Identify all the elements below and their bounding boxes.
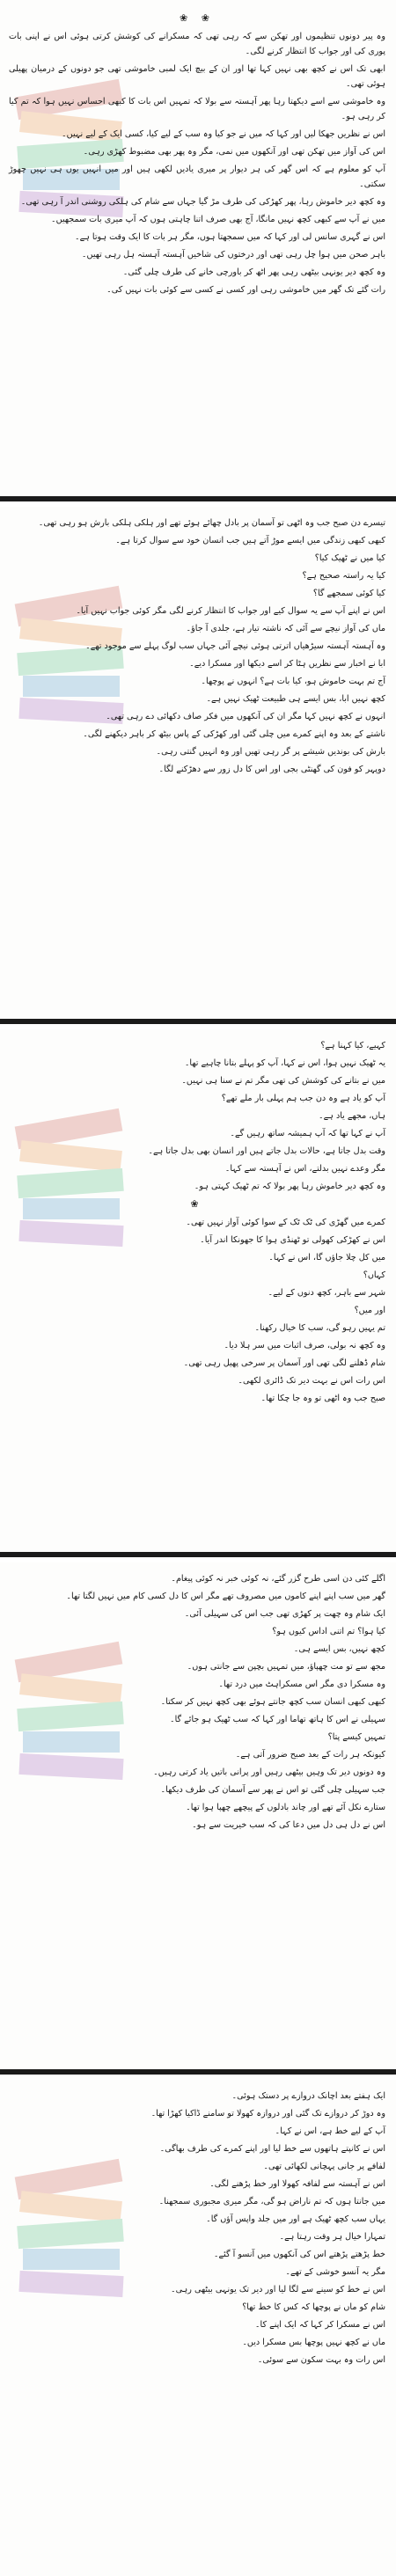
paragraph: کیا ہوا؟ تم اتنی اداس کیوں ہو؟: [272, 1627, 385, 1636]
paragraph: کیونکہ ہر رات کے بعد صبح ضرور آتی ہے۔: [235, 1750, 385, 1760]
paragraph: اس نے گہری سانس لی اور کہا کہ میں سمجھتا ہوں، مگر ہر بات کا ایک وقت ہوتا ہے۔: [75, 232, 385, 242]
paragraph: ایک شام وہ چھت پر کھڑی تھی جب اس کی سہیلی آئی۔: [184, 1609, 385, 1619]
document-page-1: [0, 0, 396, 501]
paragraph: یہاں سب کچھ ٹھیک ہے اور میں جلد واپس آؤں گا۔: [206, 2214, 385, 2224]
page-body-text: [9, 1571, 385, 1835]
paragraph: اس نے مسکرا کر کہا کہ ایک اپنے کا۔: [254, 2320, 385, 2330]
paragraph: وہ دونوں دیر تک وہیں بیٹھی رہیں اور پرانی باتیں یاد کرتی رہیں۔: [153, 1767, 385, 1777]
paragraph: وہ خاموشی سے اسے دیکھتا رہا پھر آہستہ سے بولا کہ تمہیں اس بات کا کبھی احساس نہیں ہوا کہ تم کیا کر رہی ہو۔: [9, 97, 385, 121]
paragraph: وہ آہستہ آہستہ سیڑھیاں اترتی ہوئی نیچے آئی جہاں سب لوگ پہلے سے موجود تھے۔: [85, 641, 385, 651]
paragraph: تمہارا خیال ہر وقت رہتا ہے۔: [279, 2232, 385, 2242]
paragraph: میں جانتا ہوں کہ تم ناراض ہو گی، مگر میری مجبوری سمجھنا۔: [158, 2197, 385, 2206]
paragraph: وہ مسکرا دی مگر اس مسکراہٹ میں درد تھا۔: [218, 1680, 385, 1689]
paragraph: خط پڑھتے پڑھتے اس کی آنکھوں میں آنسو آ گئے۔: [213, 2250, 385, 2259]
paragraph: آپ کو معلوم ہے کہ اس گھر کی ہر دیوار پر میری یادیں لکھی ہیں اور میں انہیں یوں ہی نہیں چھوڑ سکتی۔: [9, 165, 385, 189]
paragraph: کیا یہ راستہ صحیح ہے؟: [302, 571, 385, 581]
paragraph: سہیلی نے اس کا ہاتھ تھاما اور کہا کہ سب ٹھیک ہو جائے گا۔: [170, 1715, 385, 1724]
paragraph: کچھ نہیں ابا، بس ایسے ہی طبیعت ٹھیک نہیں ہے۔: [206, 694, 385, 704]
page-body-text: [9, 1038, 385, 1409]
paragraph: تیسرے دن صبح جب وہ اٹھی تو آسمان پر بادل چھائے ہوئے تھے اور ہلکی ہلکی بارش ہو رہی تھی۔: [38, 518, 385, 528]
paragraph: مجھ سے تو مت چھپاؤ، میں تمہیں بچپن سے جانتی ہوں۔: [187, 1662, 385, 1672]
page-body-text: [9, 516, 385, 779]
paragraph: اور میں؟: [354, 1306, 385, 1315]
document-page-5: [0, 2080, 396, 2576]
paragraph: تم یہیں رہو گی، سب کا خیال رکھنا۔: [254, 1323, 385, 1333]
paragraph: اس نے دل ہی دل میں دعا کی کہ سب خیریت سے ہو۔: [192, 1820, 385, 1830]
paragraph: مگر یہ آنسو خوشی کے تھے۔: [285, 2267, 385, 2277]
paragraph: کیا کوئی سمجھے گا؟: [312, 589, 385, 598]
document-page-3: [0, 1029, 396, 1557]
page-body-text: [9, 2089, 385, 2370]
paragraph: شہر سے باہر، کچھ دنوں کے لیے۔: [268, 1288, 385, 1298]
paragraph: ناشتے کے بعد وہ اپنے کمرے میں چلی گئی اور کھڑکی کے پاس بیٹھ کر باہر دیکھنے لگی۔: [83, 729, 385, 739]
paragraph: اس رات وہ بہت سکون سے سوئی۔: [257, 2355, 385, 2365]
paragraph: میں کل چلا جاؤں گا، اس نے کہا۔: [268, 1253, 385, 1262]
paragraph: رات گئے تک گھر میں خاموشی رہی اور کسی نے کسی سے کوئی بات نہیں کی۔: [106, 285, 385, 295]
paragraph: ماں کی آواز نیچے سے آئی کہ ناشتہ تیار ہے، جلدی آ جاؤ۔: [186, 624, 385, 633]
paragraph: اس رات اس نے بہت دیر تک ڈائری لکھی۔: [238, 1376, 385, 1386]
paragraph: میں نے آپ سے کبھی کچھ نہیں مانگا، آج بھی صرف اتنا چاہتی ہوں کہ آپ میری بات سمجھیں۔: [51, 215, 385, 224]
paragraph: کچھ نہیں، بس ایسے ہی۔: [293, 1644, 385, 1654]
paragraph: وہ کچھ دیر خاموش رہا، پھر کھڑکی کی طرف مڑ گیا جہاں سے شام کی ہلکی روشنی اندر آ رہی تھی۔: [20, 197, 385, 207]
paragraph: ستارے نکل آئے تھے اور چاند بادلوں کے پیچھے چھپا ہوا تھا۔: [186, 1803, 385, 1812]
paragraph: شام کو ماں نے پوچھا کہ کس کا خط تھا؟: [242, 2302, 385, 2312]
paragraph: کمرے میں گھڑی کی ٹک ٹک کے سوا کوئی آواز نہیں تھی۔: [186, 1218, 385, 1227]
paragraph: میں نے بتانے کی کوشش کی تھی مگر تم نے سنا ہی نہیں۔: [181, 1076, 385, 1086]
paragraph: مگر وعدے نہیں بدلتے، اس نے آہستہ سے کہا۔: [224, 1164, 385, 1174]
paragraph: وہ کچھ نہ بولی، صرف اثبات میں سر ہلا دیا۔: [224, 1341, 385, 1350]
paragraph: یہ ٹھیک نہیں ہوا، اس نے کہا، آپ کو پہلے بتانا چاہیے تھا۔: [184, 1058, 385, 1068]
paragraph: آپ نے کہا تھا کہ آپ ہمیشہ ساتھ رہیں گے۔: [230, 1129, 385, 1138]
paragraph: ہاں، مجھے یاد ہے۔: [319, 1111, 385, 1121]
paragraph: اس نے اپنے آپ سے یہ سوال کیے اور جواب کا انتظار کرنے لگی مگر کوئی جواب نہیں آیا۔: [76, 606, 385, 616]
paragraph: اگلے کئی دن اسی طرح گزر گئے، نہ کوئی خبر نہ کوئی پیغام۔: [171, 1574, 385, 1584]
paragraph: اس نے آہستہ سے لفافہ کھولا اور خط پڑھنے لگی۔: [209, 2179, 385, 2189]
paragraph: تمہیں کیسے پتا؟: [327, 1732, 385, 1742]
paragraph: ابھی تک اس نے کچھ بھی نہیں کہا تھا اور ان کے بیچ ایک لمبی خاموشی تھی جو دونوں کے درمیان پھیلی ہوئی تھی۔: [9, 64, 385, 89]
paragraph: کبھی کبھی انسان سب کچھ جانتے ہوئے بھی کچھ نہیں کر سکتا۔: [160, 1697, 385, 1707]
document-page-2: [0, 507, 396, 1024]
paragraph: کبھی کبھی زندگی میں ایسے موڑ آتے ہیں جب انسان خود سے سوال کرتا ہے۔: [115, 536, 385, 545]
paragraph: وقت بدل جاتا ہے، حالات بدل جاتے ہیں اور انسان بھی بدل جاتا ہے۔: [148, 1146, 385, 1156]
paragraph: کہیے، کیا کہنا ہے؟: [320, 1041, 385, 1050]
paragraph: وہ دوڑ کر دروازے تک گئی اور دروازہ کھولا تو سامنے ڈاکیا کھڑا تھا۔: [150, 2109, 385, 2119]
paragraph: جب سہیلی چلی گئی تو اس نے پھر سے آسمان کی طرف دیکھا۔: [160, 1785, 385, 1795]
paragraph: صبح جب وہ اٹھی تو وہ جا چکا تھا۔: [260, 1394, 385, 1403]
paragraph: وہ کچھ دیر خاموش رہا پھر بولا کہ تم ٹھیک کہتی ہو۔: [194, 1182, 385, 1191]
paragraph: اس نے کھڑکی کھولی تو ٹھنڈی ہوا کا جھونکا اندر آیا۔: [200, 1235, 385, 1245]
paragraph: بارش کی بوندیں شیشے پر گر رہی تھیں اور وہ انہیں گنتی رہی۔: [156, 747, 385, 757]
paragraph: آپ کو یاد ہے وہ دن جب ہم پہلی بار ملے تھے؟: [221, 1094, 385, 1103]
paragraph: اس کی آواز میں تھکن تھی اور آنکھوں میں نمی، مگر وہ پھر بھی مضبوط کھڑی رہی۔: [83, 147, 385, 157]
paragraph: لفافے پر جانی پہچانی لکھائی تھی۔: [263, 2162, 385, 2171]
paragraph: اس نے نظریں جھکا لیں اور کہا کہ میں نے جو کیا وہ سب کے لیے کیا، کسی ایک کے لیے نہیں۔: [62, 129, 385, 139]
paragraph: وہ پیر دونوں تنظیموں اور تھکن سے کہ رہی تھی کہ مسکرانے کی کوشش کرتی ہوئی اس نے اپنی بات پوری کی اور جواب کا انتظار کرنے لگی۔: [9, 32, 385, 56]
chapter-ornament-icon: ❀ ❀: [180, 12, 215, 24]
paragraph: اس نے کانپتے ہاتھوں سے خط لیا اور اپنے کمرے کی طرف بھاگی۔: [159, 2144, 385, 2154]
paragraph: شام ڈھلنے لگی تھی اور آسمان پر سرخی پھیل رہی تھی۔: [183, 1358, 385, 1368]
paragraph: انہوں نے کچھ نہیں کہا مگر ان کی آنکھوں میں فکر صاف دکھائی دے رہی تھی۔: [106, 712, 385, 721]
section-ornament-icon: ❀: [190, 1198, 204, 1210]
paragraph: اس نے خط کو سینے سے لگا لیا اور دیر تک یونہی بیٹھی رہی۔: [171, 2285, 385, 2294]
paragraph: دوپہر کو فون کی گھنٹی بجی اور اس کا دل زور سے دھڑکنے لگا۔: [158, 765, 385, 774]
paragraph: باہر صحن میں ہوا چل رہی تھی اور درختوں کی شاخیں آہستہ آہستہ ہل رہی تھیں۔: [81, 250, 385, 260]
paragraph: ایک ہفتے بعد اچانک دروازے پر دستک ہوئی۔: [231, 2091, 385, 2101]
document-page-4: [0, 1562, 396, 2075]
paragraph: وہ کچھ دیر یونہی بیٹھی رہی پھر اٹھ کر باورچی خانے کی طرف چلی گئی۔: [122, 267, 385, 277]
paragraph: کہاں؟: [363, 1270, 385, 1280]
paragraph: ماں نے کچھ نہیں پوچھا بس مسکرا دیں۔: [242, 2338, 385, 2347]
paragraph: گھر میں سب اپنے اپنے کاموں میں مصروف تھے مگر اس کا دل کسی کام میں نہیں لگتا تھا۔: [66, 1592, 385, 1601]
page-body-text: [9, 9, 385, 300]
paragraph: آپ کے لیے خط ہے، اس نے کہا۔: [275, 2126, 385, 2136]
paragraph: ابا نے اخبار سے نظریں ہٹا کر اسے دیکھا اور مسکرا دیے۔: [189, 659, 385, 669]
paragraph: آج تم بہت خاموش ہو، کیا بات ہے؟ انہوں نے پوچھا۔: [201, 677, 385, 686]
paragraph: کیا میں نے ٹھیک کیا؟: [314, 553, 385, 563]
